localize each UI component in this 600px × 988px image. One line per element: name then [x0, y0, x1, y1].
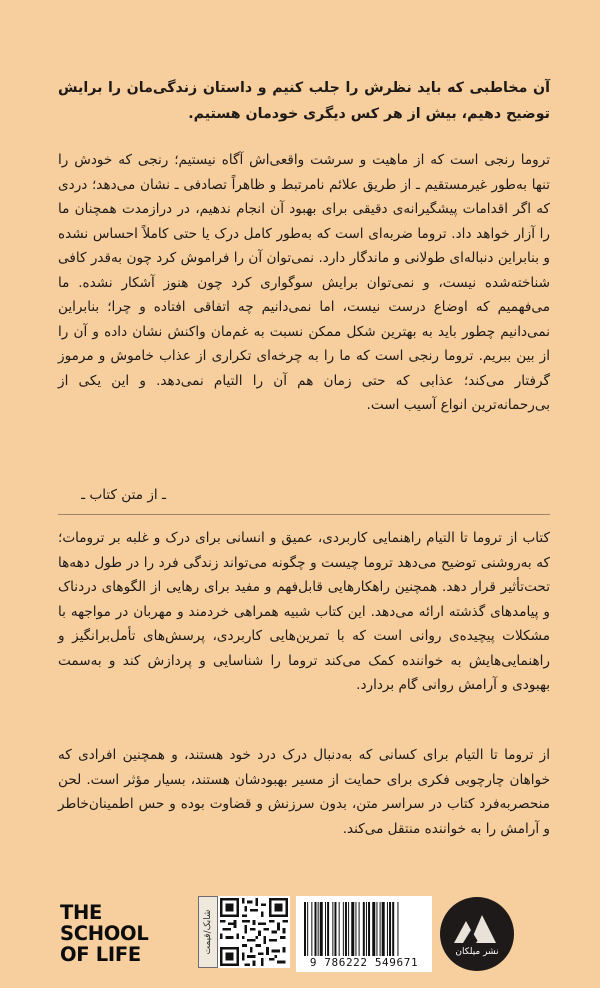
isbn-barcode [296, 896, 432, 972]
intro-paragraph: آن مخاطبی که باید نظرش را جلب کنیم و داستان زندگی‌مان را برایش توضیح دهیم، بیش از هر کس دیگری خودمان هستیم. [58, 80, 550, 122]
description-paragraph-2: از تروما تا التیام برای کسانی که به‌دنبال درک درد خود هستند، و همچنین افرادی که خواهان چارچوبی فکری برای حمایت از مسیر بهبودشان هستند، بسیار مؤثر است. لحن منحصربه‌فرد کتاب در سراسر متن، بدون سرزنش و قضاوت بوده و حس اطمینان‌خاطر و آرامش را به خواننده منتقل می‌کند. [58, 747, 550, 837]
divider [58, 514, 550, 515]
isbn-number: 9 786222 549671 [309, 956, 419, 969]
excerpt-source: ـ از متن کتاب ـ [81, 487, 166, 503]
publisher-name: نشر میلکان [455, 947, 499, 957]
logo-line-2: SCHOOL [60, 922, 149, 945]
mountains-icon [440, 897, 514, 971]
school-of-life-logo [60, 902, 170, 965]
logo-line-3: OF LIFE [60, 943, 141, 966]
logo-line-1: THE [60, 901, 103, 924]
publisher-logo [440, 897, 514, 971]
description-paragraph-1: کتاب از تروما تا التیام راهنمایی کاربردی، عمیق و انسانی برای درک و غلبه بر ترومات؛ که به‌روشنی توضیح می‌دهد تروما چیست و چگونه می‌تواند زندگی فرد را در طول دهه‌ها تحت‌تأثیر قرار دهد. همچنین راهکارهایی قابل‌فهم و مفید برای رهایی از الگوهای دردناک و پیامدهای گذشته ارائه می‌دهد. این کتاب شبیه همراهی خردمند و مهربان در مواجهه با مشکلات پیچیده‌ی روانی است که با تمرین‌هایی کاربردی، پرسش‌های تأمل‌برانگیز و راهنمایی‌هایش به خواننده کمک می‌کند تروما را شناسایی و پردازش کند و به‌سمت بهبودی و آرامش روانی گام بردارد. [58, 530, 550, 693]
book-excerpt: تروما رنجی است که از ماهیت و سرشت واقعی‌اش آگاه نیستیم؛ رنجی که خودش را تنها به‌طور غیرمستقیم ـ از طریق علائم نامرتبط و ظاهراً تصادفی ـ نشان می‌دهد؛ دردی که اگر اقدامات پیشگیرانه‌ی دقیقی برای بهبود آن انجام ندهیم، در درازمدت همچنان ما را آزار خواهد داد. تروما ضربه‌ای است که به‌طور کامل درک یا حتی کاملاً احساس نشده و بنابراین دنباله‌ای طولانی و ماندگار دارد. نمی‌توان آن را فراموش کرد چون به‌قدر کافی شناخته‌شده نیست، و نمی‌توان برایش سوگواری کرد چون هنوز آشکار نشده. ما می‌فهمیم که اوضاع درست نیست، اما نمی‌دانیم چه اتفاقی افتاده و چرا؛ بنابراین نمی‌دانیم چطور باید به بهترین شکل ممکن نسبت به غم‌مان واکنش نشان داده و آن را از بین ببریم. تروما رنجی است که ما را به چرخه‌ای تکراری از عذاب خاموش و مرموز گرفتار می‌کند؛ عذابی که حتی زمان هم آن را التیام نمی‌دهد. و این یکی از بی‌رحمانه‌ترین انواع آسیب است. [58, 152, 550, 413]
barcode-icon [304, 902, 424, 956]
qr-code [218, 896, 290, 968]
price-sticker [198, 896, 218, 968]
price-label: شابک/قیمت [203, 909, 213, 955]
